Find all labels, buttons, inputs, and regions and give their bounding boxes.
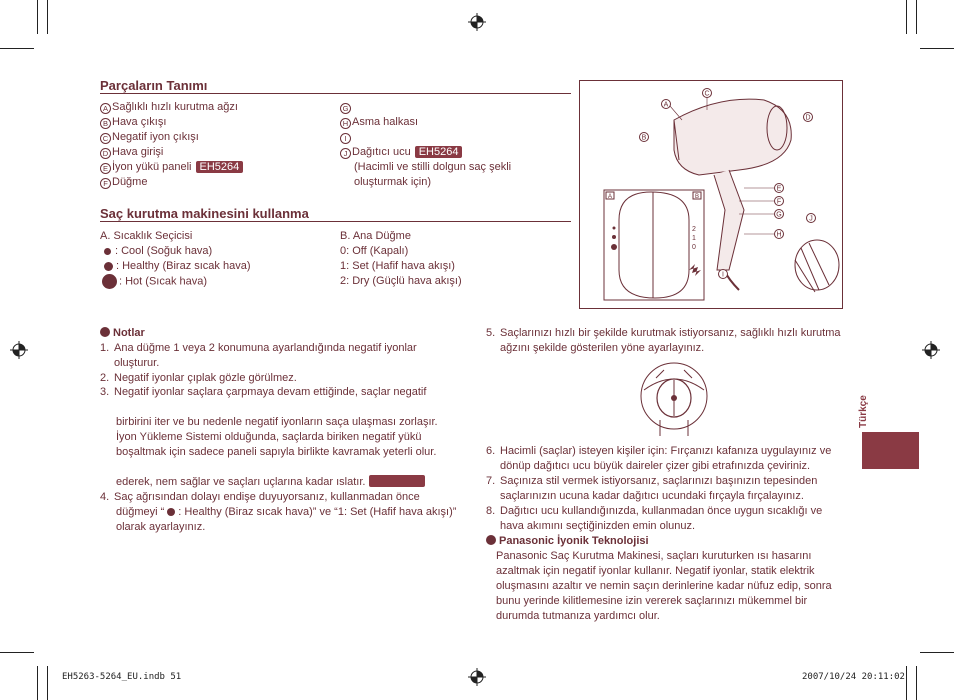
callout-i: I bbox=[722, 271, 724, 279]
switch-option: 0: Off (Kapalı) bbox=[340, 245, 409, 257]
switch-number: 0 bbox=[692, 244, 696, 251]
part-item: J Dağıtıcı ucu EH5264 bbox=[340, 145, 462, 160]
tech-paragraph: oluşmasını azaltır ve nemin saçın derinlerine kadar nüfuz edip, sonra bbox=[496, 580, 832, 592]
switch-option: 2: Dry (Güçlü hava akışı) bbox=[340, 275, 462, 287]
callout-b: B bbox=[641, 134, 647, 142]
note-item: 4. Saç ağrısından dolayı endişe duyuyorsanız, kullanmadan önce bbox=[100, 491, 420, 503]
section-rule bbox=[100, 221, 571, 222]
callout-a: A bbox=[663, 101, 669, 109]
part-item-cont: (Hacimli ve stilli dolgun saç şekli bbox=[354, 161, 512, 173]
part-item: F Düğme bbox=[100, 175, 147, 190]
part-item: H Asma halkası bbox=[340, 115, 418, 130]
tech-title: Panasonic İyonik Teknolojisi bbox=[486, 534, 649, 549]
tech-paragraph: durumda tutmanıza yardımcı olur. bbox=[496, 610, 660, 622]
instruction-item-cont: ağzını şekilde gösterilen yöne ayarlayınız. bbox=[500, 342, 705, 354]
panel-label-b: B bbox=[694, 194, 700, 200]
crop-mark bbox=[920, 48, 954, 49]
switch-number: 1 bbox=[692, 235, 696, 242]
crop-mark bbox=[47, 0, 48, 34]
note-item-cont: düğmeyi “ : Healthy (Biraz sıcak hava)” ve “1: Set (Hafif hava akışı)” bbox=[116, 506, 457, 518]
part-item: I bbox=[340, 130, 352, 145]
callout-f: F bbox=[776, 198, 782, 206]
part-item: E İyon yükü paneli EH5264 bbox=[100, 160, 243, 175]
instruction-item-cont: dönüp dağıtıcı ucu büyük daireler çizer gibi etrafınızda çeviriniz. bbox=[500, 460, 810, 472]
selector-heading: A. Sıcaklık Seçicisi bbox=[100, 230, 193, 242]
callout-h: H bbox=[776, 231, 782, 239]
part-item: C Negatif iyon çıkışı bbox=[100, 130, 199, 145]
footer-timestamp: 2007/10/24 20:11:02 bbox=[802, 672, 905, 682]
crop-mark bbox=[47, 666, 48, 700]
notes-title: Notlar bbox=[100, 326, 145, 341]
instruction-item-cont: saçlarınızın ucuna kadar dağıtıcı ucundaki fırçayla fırçalayınız. bbox=[500, 490, 804, 502]
crop-mark bbox=[916, 0, 917, 34]
tech-paragraph: azaltmak için negatif iyonlar kullanır. Negatif iyonlar, statik elektrik bbox=[496, 565, 815, 577]
note-paragraph: birbirini iter ve bu nedenle negatif iyonların saça ulaşması zorlaşır. bbox=[116, 416, 438, 428]
crop-mark bbox=[37, 0, 38, 34]
part-item: B Hava çıkışı bbox=[100, 115, 166, 130]
crop-mark bbox=[906, 666, 907, 700]
model-badge: EH5264 bbox=[415, 146, 463, 158]
selector-option: : Cool (Soğuk hava) bbox=[104, 244, 212, 259]
registration-mark-icon bbox=[922, 341, 940, 359]
note-item: 3. Negatif iyonlar saçlara çarpmaya devam ettiğinde, saçlar negatif bbox=[100, 386, 427, 398]
part-item: D Hava girişi bbox=[100, 145, 163, 160]
footer-file: EH5263-5264_EU.indb 51 bbox=[62, 672, 182, 682]
note-paragraph: İyon Yükleme Sistemi olduğunda, saçlarda biriken negatif yükü bbox=[116, 431, 422, 443]
note-item: 1. Ana düğme 1 veya 2 konumuna ayarlandığında negatif iyonlar bbox=[100, 342, 417, 354]
note-paragraph: boşaltmak için sadece paneli sapıyla birlikte kavramak yeterli olur. bbox=[116, 446, 437, 458]
registration-mark-icon bbox=[10, 341, 28, 359]
tech-paragraph: bunu yerinde kilitlemesine izin vererek saçlarınızı mükemmel bir bbox=[496, 595, 808, 607]
crop-mark bbox=[920, 652, 954, 653]
switch-heading: B. Ana Düğme bbox=[340, 230, 411, 242]
crop-mark bbox=[906, 0, 907, 34]
callout-e: E bbox=[776, 185, 782, 193]
nozzle-illustration bbox=[636, 360, 712, 436]
crop-mark bbox=[37, 666, 38, 700]
callout-g: G bbox=[776, 211, 782, 219]
callout-d: D bbox=[805, 114, 811, 122]
crop-mark bbox=[0, 48, 34, 49]
hair-dryer-diagram bbox=[579, 80, 843, 309]
model-badge: EH5264 bbox=[196, 161, 244, 173]
part-item-cont: oluşturmak için) bbox=[354, 176, 432, 188]
highlight-badge bbox=[369, 475, 425, 487]
registration-mark-icon bbox=[468, 668, 486, 686]
instruction-item: 6. Hacimli (saçlar) isteyen kişiler için: Fırçanızı kafanıza uygulayınız ve bbox=[486, 445, 832, 457]
section-title-usage: Saç kurutma makinesini kullanma bbox=[100, 206, 309, 221]
language-tab-label: Türkçe bbox=[858, 395, 869, 428]
registration-mark-icon bbox=[468, 13, 486, 31]
note-item: 2. Negatif iyonlar çıplak gözle görülmez. bbox=[100, 372, 297, 384]
part-item: G bbox=[340, 100, 352, 115]
tech-paragraph: Panasonic Saç Kurutma Makinesi, saçları kuruturken ısı hasarını bbox=[496, 550, 812, 562]
switch-number: 2 bbox=[692, 226, 696, 233]
language-tab bbox=[862, 432, 919, 469]
callout-j: J bbox=[809, 215, 813, 223]
note-item-cont: oluşturur. bbox=[114, 357, 160, 369]
section-title-parts: Parçaların Tanımı bbox=[100, 78, 208, 93]
section-rule bbox=[100, 93, 571, 94]
note-paragraph: ederek, nem sağlar ve saçları uçlarına kadar ıslatır. bbox=[116, 475, 425, 490]
crop-mark bbox=[0, 652, 34, 653]
instruction-item: 7. Saçınıza stil vermek istiyorsanız, saçlarınızı başınızın tepesinden bbox=[486, 475, 818, 487]
note-item-cont: olarak ayarlayınız. bbox=[116, 521, 206, 533]
instruction-item-cont: hava akımını seçtiğinizden emin olunuz. bbox=[500, 520, 696, 532]
instruction-item: 8. Dağıtıcı ucu kullandığınızda, kullanmadan önce uygun sıcaklığı ve bbox=[486, 505, 823, 517]
part-item: A Sağlıklı hızlı kurutma ağzı bbox=[100, 100, 238, 115]
callout-c: C bbox=[704, 90, 710, 98]
selector-option: : Healthy (Biraz sıcak hava) bbox=[104, 259, 251, 274]
switch-option: 1: Set (Hafif hava akışı) bbox=[340, 260, 455, 272]
instruction-item: 5. Saçlarınızı hızlı bir şekilde kurutmak istiyorsanız, sağlıklı hızlı kurutma bbox=[486, 327, 841, 339]
selector-option: : Hot (Sıcak hava) bbox=[102, 274, 207, 289]
panel-label-a: A bbox=[607, 194, 613, 200]
crop-mark bbox=[916, 666, 917, 700]
